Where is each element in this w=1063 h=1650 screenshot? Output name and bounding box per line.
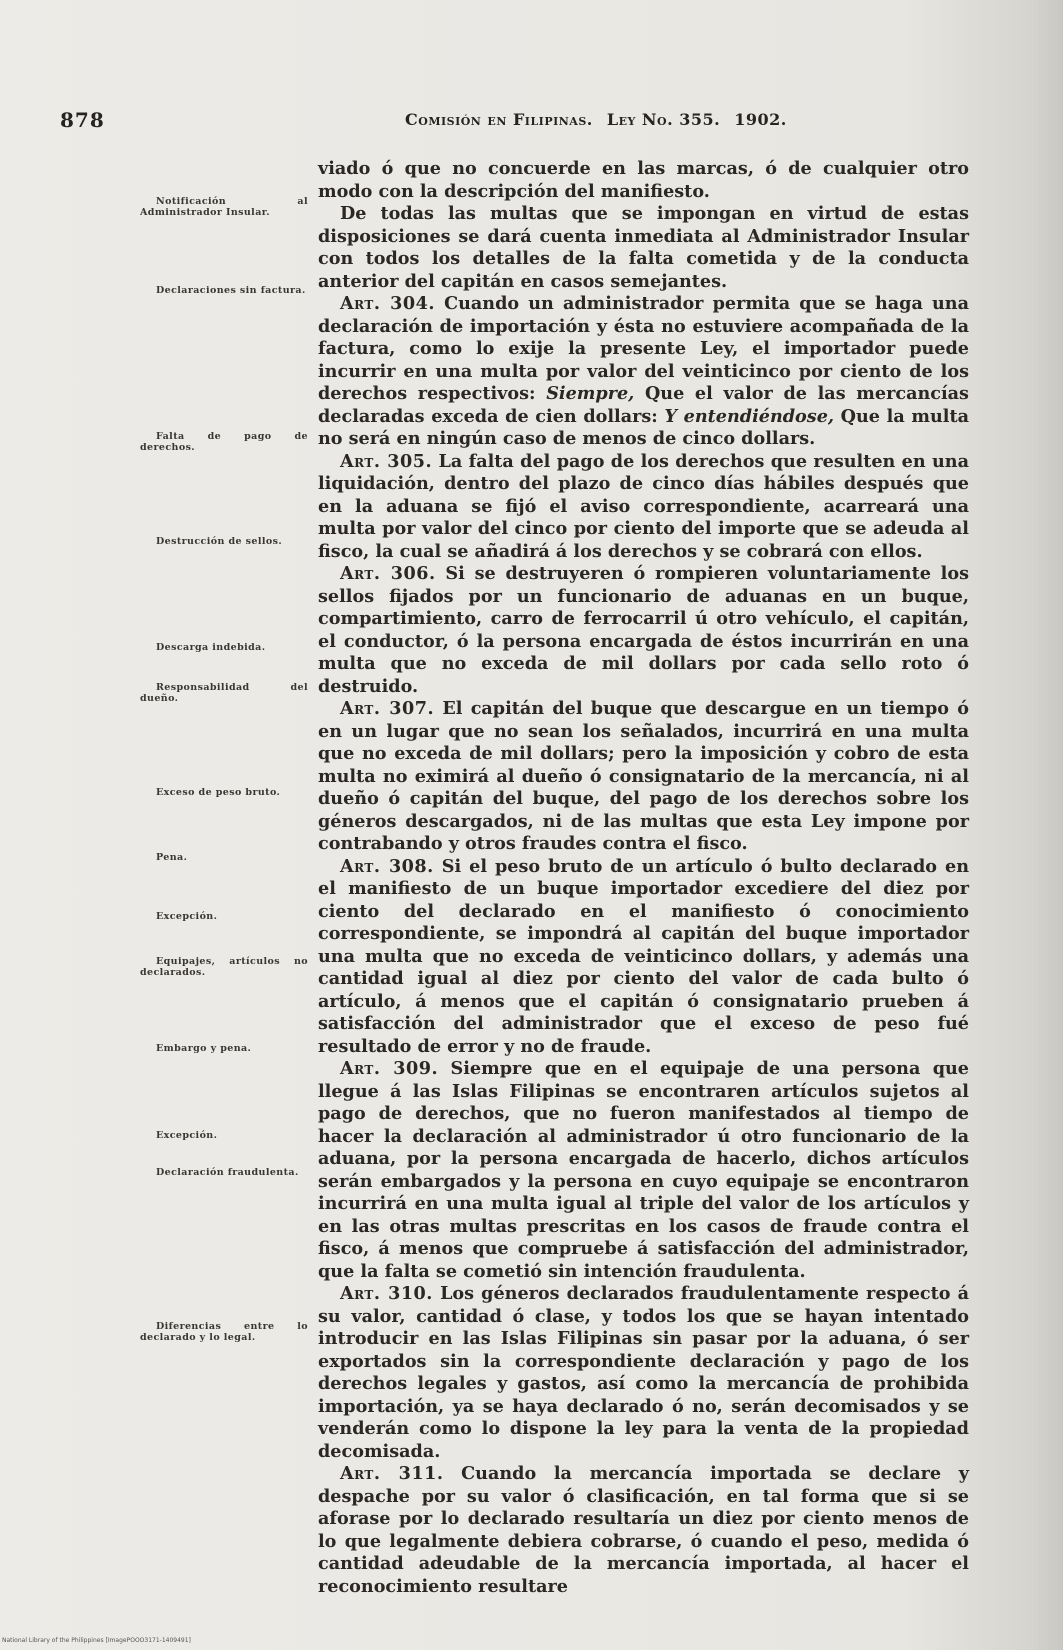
margin-note: Embargo y pena. [156, 1043, 252, 1054]
article-number: Art. 311. [340, 1463, 444, 1484]
article-number: Art. 305. [340, 450, 433, 472]
page-number: 878 [60, 108, 105, 132]
article-number: Art. 308. [340, 855, 434, 877]
article-number: Art. 304. [340, 293, 435, 314]
margin-note: Equipajes, artículos no declarados. [140, 956, 308, 978]
scan-footer: National Library of the Philippines [ImagePOOO3171-1409491] [2, 1637, 191, 1644]
margin-note: Declaración fraudulenta. [156, 1167, 299, 1178]
article-307: Art. 307. El capitán del buque que descargue en un tiempo ó en un lugar que no sean los señalados, incurrirá en una multa que no exceda de mil dollars; pero la imposición y cobro de esta multa no eximirá al dueño ó consignatario de la mercancía, ni al dueño ó capitán del buque, del pago de los derechos sobre los géneros descargados, ni de las multas que esta Ley impone por contrabando y otros fraudes contra el fisco. [318, 698, 969, 854]
article-number: Art. 310. [340, 1283, 433, 1304]
running-title-commission: Comisión en Filipinas. [405, 110, 593, 129]
margin-note: Diferencias entre lo declarado y lo legal. [140, 1321, 308, 1343]
page-header [0, 108, 1063, 138]
margin-note: Notificación al Administrador Insular. [140, 196, 308, 218]
article-number: Art. 309. [340, 1058, 439, 1079]
margin-note: Destrucción de sellos. [156, 536, 283, 547]
article-309: Art. 309. Siempre que en el equipaje de una persona que llegue á las Islas Filipinas se encontraren artículos sujetos al pago de derechos, que no fueron manifestados al tiempo de hacer la declaración al administrador ú otro funcionario de la aduana, por la persona encargada de hacerlo, dichos artículos serán embargados y la persona en cuyo equipaje se encontraron incurrirá en una multa igual al triple del valor de los artículos y en las otras multas prescritas en los casos de fraude contra el fisco, á menos que compruebe á satisfacción del administrador, que la falta se cometió sin intención fraudulenta. [318, 1058, 969, 1282]
margin-note: Excepción. [156, 1130, 218, 1141]
margin-note: Declaraciones sin factura. [156, 285, 306, 296]
paragraph: De todas las multas que se impongan en virtud de estas disposiciones se dará cuenta inmediata al Administrador Insular con todos los detalles de la falta cometida y de la conducta anterior del capitán en casos semejantes. [318, 203, 969, 292]
article-number: Art. 307. [340, 698, 435, 719]
margin-note: Descarga indebida. [156, 642, 266, 653]
running-title [405, 110, 787, 129]
margin-note: Responsabilidad del dueño. [140, 682, 308, 704]
article-308: Art. 308. Si el peso bruto de un artículo ó bulto declarado en el manifiesto de un buque importador excediere del diez por ciento del declarado en el manifiesto ó conocimiento correspondiente, se impondrá al capitán del buque importador una multa que no exceda de veinticinco dollars, y además una cantidad igual al diez por ciento del valor de cada bulto ó artículo, á menos que el capitán ó consignatario prueben á satisfacción del administrador que el exceso de peso fué resultado de error y no de fraude. [318, 855, 969, 1057]
margin-note: Falta de pago de derechos. [140, 431, 308, 453]
article-number: Art. 306. [340, 563, 436, 584]
margin-note: Pena. [156, 852, 188, 863]
running-title-law: Ley No. 355. [606, 110, 721, 129]
article-310: Art. 310. Los géneros declarados fraudulentamente respecto á su valor, cantidad ó clase, y todos los que se hayan intentado introducir en las Islas Filipinas sin pasar por la aduana, ó ser exportados sin la correspondiente declaración y pago de los derechos legales y gastos, así como la mercancía de prohibida importación, ya se haya declarado ó no, serán decomisados y se venderán como lo dispone la ley para la venta de la propiedad decomisada. [318, 1283, 969, 1462]
article-306: Art. 306. Si se destruyeren ó rompieren voluntariamente los sellos fijados por un funcionario de aduanas en un buque, compartimiento, carro de ferrocarril ú otro vehículo, el capitán, el conductor, ó la persona encargada de éstos incurrirán en una multa que no exceda de mil dollars por cada sello roto ó destruido. [318, 563, 969, 697]
main-text [318, 158, 969, 1598]
article-311: Art. 311. Cuando la mercancía importada se declare y despache por su valor ó clasificación, en tal forma que si se aforase por lo declarado resultaría un diez por ciento menos de lo que legalmente debiera cobrarse, ó cuando el peso, medida ó cantidad adeudable de la mercancía importada, al hacer el reconocimiento resultare [318, 1463, 969, 1597]
paragraph: viado ó que no concuerde en las marcas, ó de cualquier otro modo con la descripción del manifiesto. [318, 158, 969, 202]
article-304: Art. 304. Cuando un administrador permita que se haga una declaración de importación y ésta no estuviere acompañada de la factura, como lo exije la presente Ley, el importador puede incurrir en una multa por valor del veinticinco por ciento de los derechos respectivos: Siempre, Que el valor de las mercancías declaradas exceda de cien dollars: Y entendiéndose, Que la multa no será en ningún caso de menos de cinco dollars. [318, 293, 969, 449]
margin-note: Excepción. [156, 911, 218, 922]
running-title-year: 1902. [734, 110, 787, 129]
margin-note: Exceso de peso bruto. [156, 787, 281, 798]
article-305: Art. 305. La falta del pago de los derechos que resulten en una liquidación, dentro del plazo de cinco días hábiles después que en la aduana se fijó el aviso correspondiente, acarreará una multa por valor del cinco por ciento del importe que se adeuda al fisco, la cual se añadirá á los derechos y se cobrará con ellos. [318, 450, 969, 562]
